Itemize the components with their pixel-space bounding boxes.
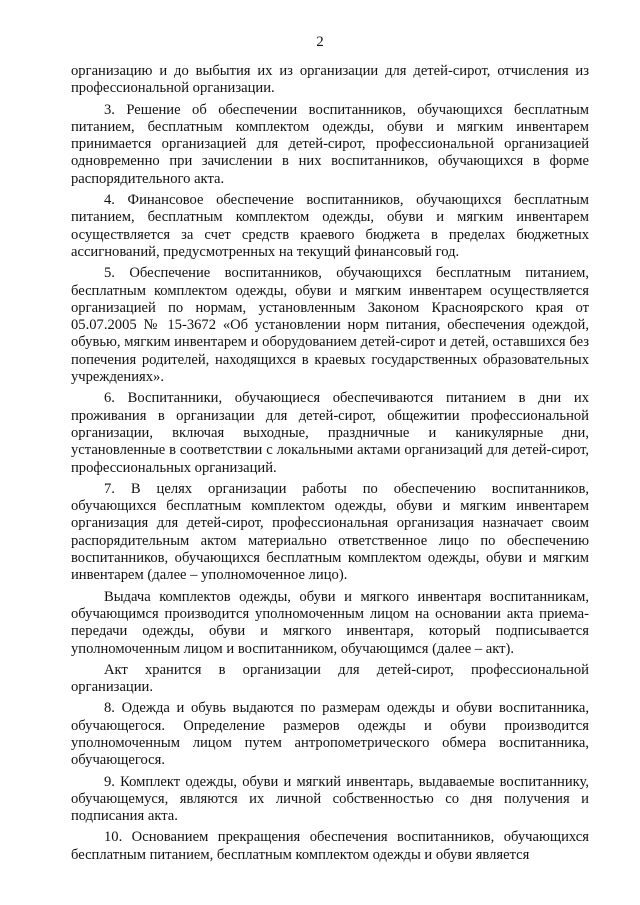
paragraph-continuation: организацию и до выбытия их из организации для детей-сирот, отчисления из профессиональной организации. [71, 63, 589, 97]
paragraph-item-6: 6. Воспитанники, обучающиеся обеспечиваются питанием в дни их проживания в организации для детей-сирот, общежитии профессиональной организации, включая выходные, праздничные и каникулярные дни, установленные в соответствии с локальными актами организаций для детей-сирот, профессиональных организаций. [71, 390, 589, 476]
paragraph-item-7-issuance: Выдача комплектов одежды, обуви и мягкого инвентаря воспитанникам, обучающимся производится уполномоченным лицом на основании акта приема-передачи одежды, обуви и мягкого инвентаря, который подписывается уполномоченным лицом и воспитанником, обучающимся (далее – акт). [71, 588, 589, 657]
page-number: 2 [316, 34, 324, 50]
paragraph-item-9: 9. Комплект одежды, обуви и мягкий инвентарь, выдаваемые воспитаннику, обучающемуся, являются их личной собственностью со дня получения и подписания акта. [71, 773, 589, 825]
paragraph-item-4: 4. Финансовое обеспечение воспитанников, обучающихся бесплатным питанием, бесплатным комплектом одежды, обуви и мягким инвентарем осуществляется за счет средств краевого бюджета в пределах бюджетных ассигнований, предусмотренных на текущий финансовый год. [71, 192, 589, 260]
document-body [71, 63, 589, 868]
paragraph-item-3: 3. Решение об обеспечении воспитанников, обучающихся бесплатным питанием, бесплатным комплектом одежды, обуви и мягким инвентарем принимается организацией для детей-сирот, профессиональной организацией одновременно при зачислении в них воспитанников, обучающихся в форме распорядительного акта. [71, 101, 589, 187]
paragraph-item-8: 8. Одежда и обувь выдаются по размерам одежды и обуви воспитанника, обучающегося. Определение размеров одежды и обуви производится уполномоченным лицом путем антропометрического обмера воспитанника, обучающегося. [71, 700, 589, 769]
paragraph-item-7-act-storage: Акт хранится в организации для детей-сирот, профессиональной организации. [71, 661, 589, 696]
paragraph-item-10: 10. Основанием прекращения обеспечения воспитанников, обучающихся бесплатным питанием, бесплатным комплектом одежды и обуви является [71, 829, 589, 863]
paragraph-item-7: 7. В целях организации работы по обеспечению воспитанников, обучающихся бесплатным комплектом одежды, обуви и мягким инвентарем организация для детей-сирот, профессиональная организация назначает своим распорядительным актом материально ответственное лицо по обеспечению воспитанников, обучающихся бесплатным комплектом одежды, обуви и мягким инвентарем (далее – уполномоченное лицо). [71, 480, 589, 584]
paragraph-item-5: 5. Обеспечение воспитанников, обучающихся бесплатным питанием, бесплатным комплектом одежды, обуви и мягким инвентарем осуществляется организацией по нормам, установленным Законом Красноярского края от 05.07.2005 № 15-3672 «Об установлении норм питания, обеспечения одеждой, обувью, мягким инвентарем и оборудованием детей-сирот и детей, оставшихся без попечения родителей, находящихся в краевых государственных образовательных учреждениях». [71, 265, 589, 386]
